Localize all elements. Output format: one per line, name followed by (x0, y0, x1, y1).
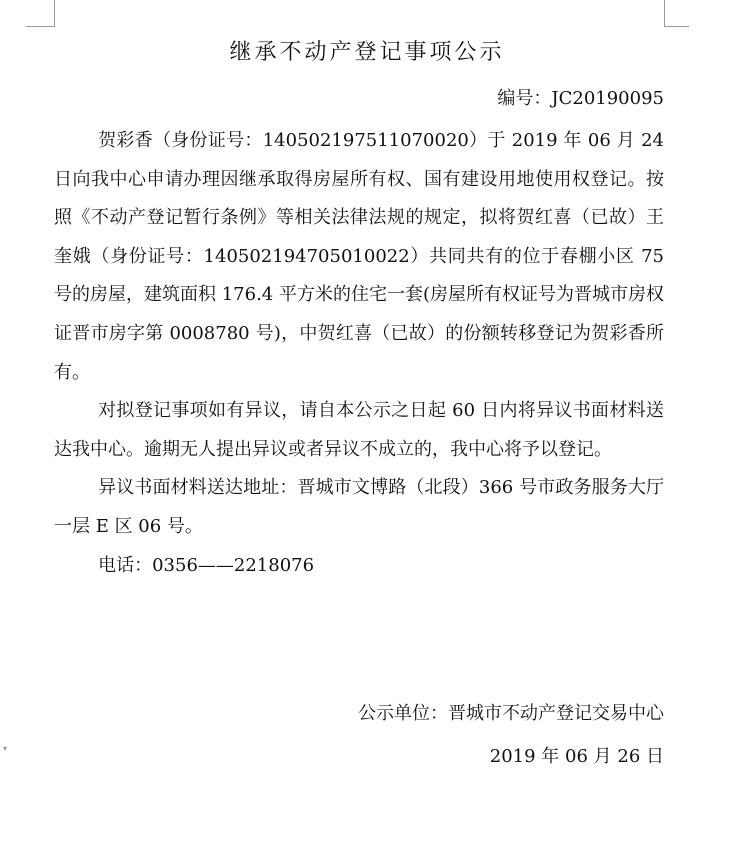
serial-number: 编号：JC20190095 (497, 88, 664, 109)
document-title: 继承不动产登记事项公示 (229, 40, 505, 65)
edge-marker: ▾ (3, 744, 8, 753)
crop-mark-top-right (664, 0, 689, 27)
date-line: 2019 年 06 月 26 日 (489, 746, 664, 767)
crop-mark-top-left (26, 0, 55, 27)
paragraph-objection: 对拟登记事项如有异议，请自本公示之日起 60 日内将异议书面材料送达我中心。逾期无人提出异议或者异议不成立的，我中心将予以登记。 (54, 400, 664, 460)
paragraph-address: 异议书面材料送达地址：晋城市文博路（北段）366 号市政务服务大厅一层 E 区 06 号。 (54, 477, 664, 537)
paragraph-main: 贺彩香（身份证号：140502197511070020）于 2019 年 06 月 24 日向我中心申请办理因继承取得房屋所有权、国有建设用地使用权登记。按照《不动产登记暂行条例》等相关法律法规的规定，拟将贺红喜（已故）王奎娥（身份证号：140502194705010022）共同共有的位于春棚小区 75 号的房屋，建筑面积 176.4 平方米的住宅一套(房屋所有权证号为晋城市房权证晋市房字第 0008780 号)，中贺红喜（已故）的份额转移登记为贺彩香所有。 (54, 130, 664, 383)
issuer-line: 公示单位：晋城市不动产登记交易中心 (358, 703, 664, 724)
notice-body (54, 122, 664, 585)
paragraph-phone: 电话：0356——2218076 (98, 554, 315, 576)
